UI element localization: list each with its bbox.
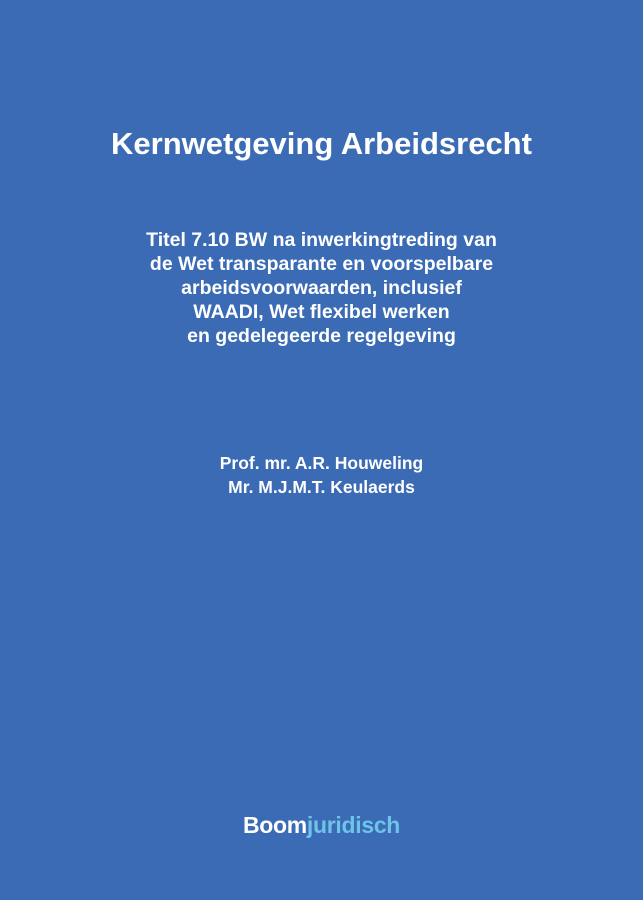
publisher-logo <box>0 812 643 839</box>
publisher-logo-part2: juridisch <box>306 812 401 838</box>
book-title: Kernwetgeving Arbeidsrecht <box>111 126 532 161</box>
subtitle-line: arbeidsvoorwaarden, inclusief <box>181 277 462 299</box>
subtitle-line: de Wet transparante en voorspelbare <box>149 253 494 275</box>
subtitle-line: WAADI, Wet flexibel werken <box>193 301 450 323</box>
author: Mr. M.J.M.T. Keulaerds <box>228 477 415 497</box>
author: Prof. mr. A.R. Houweling <box>219 453 424 473</box>
publisher-logo-part1: Boom <box>242 812 307 838</box>
subtitle-line: en gedelegeerde regelgeving <box>187 325 456 347</box>
subtitle-line: Titel 7.10 BW na inwerkingtreding van <box>146 229 497 251</box>
authors <box>0 451 643 499</box>
subtitle <box>0 228 643 348</box>
